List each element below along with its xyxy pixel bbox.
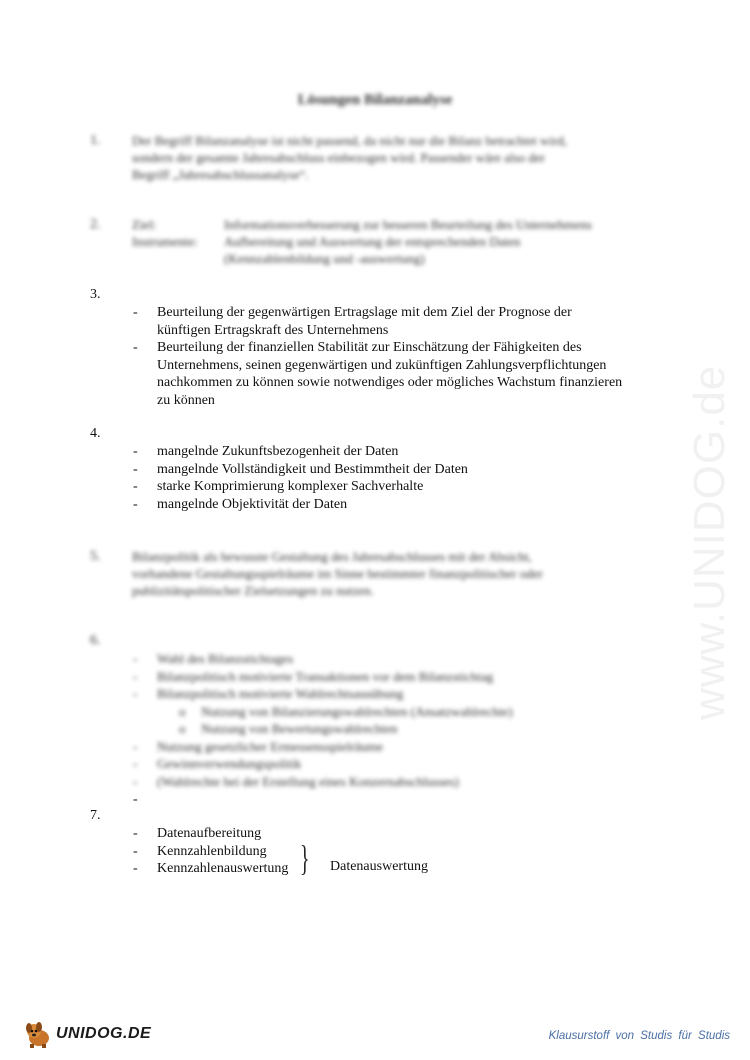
section-2-value: (Kennzahlenbildung und -auswertung): [224, 251, 425, 266]
curly-brace-icon: }: [300, 838, 310, 878]
section-4-list: [133, 443, 468, 513]
section-6-list: [133, 650, 513, 790]
list-item: - Nutzung gesetzlicher Ermessensspielräume: [133, 738, 383, 754]
section-3-number: 3.: [90, 287, 101, 302]
section-7-list: [133, 825, 288, 878]
section-2-value: Aufbereitung und Auswertung der entsprechenden Daten: [224, 234, 521, 249]
sub-list-item: o Nutzung von Bilanzierungswahlrechten (Ansatzwahlrechte): [179, 703, 513, 719]
logo-text: UNIDOG.DE: [56, 1025, 152, 1042]
section-6-number: 6.: [90, 633, 101, 648]
list-item: - Bilanzpolitisch motivierte Wahlrechtsausübung: [133, 686, 404, 701]
section-2-number: 2.: [90, 217, 101, 232]
list-item: - mangelnde Objektivität der Daten: [133, 496, 348, 512]
list-item: - (Wahlrechte bei der Erstellung eines Konzernabschlusses): [133, 773, 459, 789]
section-2-label: Ziel:: [132, 217, 157, 232]
section-1-line: sondern der gesamte Jahresabschluss einbezogen wird. Passender wäre also der: [132, 150, 545, 165]
section-5-line: vorhandene Gestaltungsspielräume im Sinne bestimmter finanzpolitischer oder: [132, 566, 543, 581]
list-item: - Wahl des Bilanzstichtages: [133, 651, 294, 666]
section-7-number: 7.: [90, 808, 101, 823]
list-item: - starke Komprimierung komplexer Sachverhalte: [133, 479, 424, 494]
section-5-line: publizitätspolitischer Zielsetzungen zu nutzen.: [132, 583, 374, 598]
list-item: - mangelnde Vollständigkeit und Bestimmtheit der Daten: [133, 461, 468, 477]
section-2-label: Instrumente:: [132, 234, 198, 249]
section-1-line: Begriff „Jahresabschlussanalyse“.: [132, 167, 309, 182]
section-1-number: 1.: [90, 133, 101, 148]
section-2-row: [132, 216, 592, 233]
section-5-text: [132, 548, 543, 599]
document-page: www.UNIDOG.de Lösungen Bilanzanalyse 1. Der Begriff Bilanzanalyse ist nicht passend, da nicht nur die Bilanz betrachtet wird, sondern der gesamte Jahresabschluss einbezogen wird. Passender wäre also der Begriff „Jahresabschlussanalyse“. 2. Ziel: Informationsverbesserung zur besseren Beurteilung des Unternehmens Instrumente: Aufbereitung und Auswertung der entsprechenden Daten (Kennzahlenbildung und -auswertung) 3. - Beurteilung der gegenwärtigen Ertragslage mit dem Ziel der Prognose der künftigen Ertragskraft des Unternehmens - Beurteilung der finanziellen Stabilität zur Einschätzung der Fähigkeiten des Unternehmens, seinen gegenwärtigen und zukünftigen Zahlungsverpflichtungen nachkommen zu können sowie notwendiges oder mögliches Wachstum finanzieren zu können 4. - mangelnde Zukunftsbezogenheit der Daten - mangelnde Vollständigkeit und Bestimmtheit der Daten - starke Komprimierung komplexer Sachverhalte - mangelnde Objektivität der Daten 5. Bilanzpolitik als bewusste Gestaltung des Jahresabschlusses mit der Absicht, vorhandene Gestaltungsspielräume im Sinne bestimmter finanzpolitischer oder publizitätspolitischer Zielsetzungen zu nutzen. 6. - Wahl des Bilanzstichtages - Bilanzpolitisch motivierte Transaktionen vor dem Bilanzstichtag - Bilanzpolitisch motivierte Wahlrechtsausübung o Nutzung von Bilanzierungswahlrechten (Ansatzwahlrechte) o Nutzung von Bewertungswahlrechten - Nutzung gesetzlicher Ermessensspielräume - Gewinnverwendungspolitik - (Wahlrechte bei der Erstellung eines Konzernabschlusses) - 7. - Datenaufbereitung - Kennzahlenbildung - Kennzahlenauswertung } Datenauswertung UNIDOG.DE Klausurstoff von Studis für Studis: [0, 0, 750, 1060]
list-item: - Beurteilung der gegenwärtigen Ertragslage mit dem Ziel der Prognose der künftigen Ertragskraft des Unternehmens: [133, 305, 572, 338]
watermark: www.UNIDOG.de: [685, 364, 734, 720]
brace-label: Datenauswertung: [330, 859, 428, 874]
section-1-text: [132, 132, 567, 183]
list-item: - Datenaufbereitung: [133, 826, 262, 841]
list-item: - mangelnde Zukunftsbezogenheit der Daten: [133, 444, 399, 459]
section-4-number: 4.: [90, 426, 101, 441]
section-2-row: [132, 233, 592, 250]
list-item: - Beurteilung der finanziellen Stabilität zur Einschätzung der Fähigkeiten des Unternehmens, seinen gegenwärtigen und zukünftigen Zahlungsverpflichtungen nachkommen zu können sowie notwendiges oder mögliches Wachstum finanzieren zu können: [133, 340, 623, 408]
section-1-line: Der Begriff Bilanzanalyse ist nicht passend, da nicht nur die Bilanz betrachtet wird,: [132, 133, 568, 148]
list-item: - Kennzahlenauswertung: [133, 861, 289, 876]
section-5-number: 5.: [90, 549, 101, 564]
section-2-value: Informationsverbesserung zur besseren Beurteilung des Unternehmens: [224, 217, 592, 232]
section-2-table: [132, 216, 592, 267]
unidog-logo[interactable]: [22, 1018, 151, 1050]
footer-tagline: Klausurstoff von Studis für Studis: [548, 1030, 730, 1042]
section-3-list: [133, 304, 622, 409]
list-item: - Gewinnverwendungspolitik: [133, 756, 302, 771]
section-2-row: [132, 250, 592, 267]
list-item: - Bilanzpolitisch motivierte Transaktionen vor dem Bilanzstichtag: [133, 668, 494, 684]
page-title: Lösungen Bilanzanalyse: [297, 92, 453, 108]
list-item: - Kennzahlenbildung: [133, 843, 267, 859]
sub-list-item: o Nutzung von Bewertungswahlrechten: [179, 721, 398, 736]
section-5-line: Bilanzpolitik als bewusste Gestaltung des Jahresabschlusses mit der Absicht,: [132, 549, 532, 564]
dog-icon: [22, 1018, 54, 1050]
